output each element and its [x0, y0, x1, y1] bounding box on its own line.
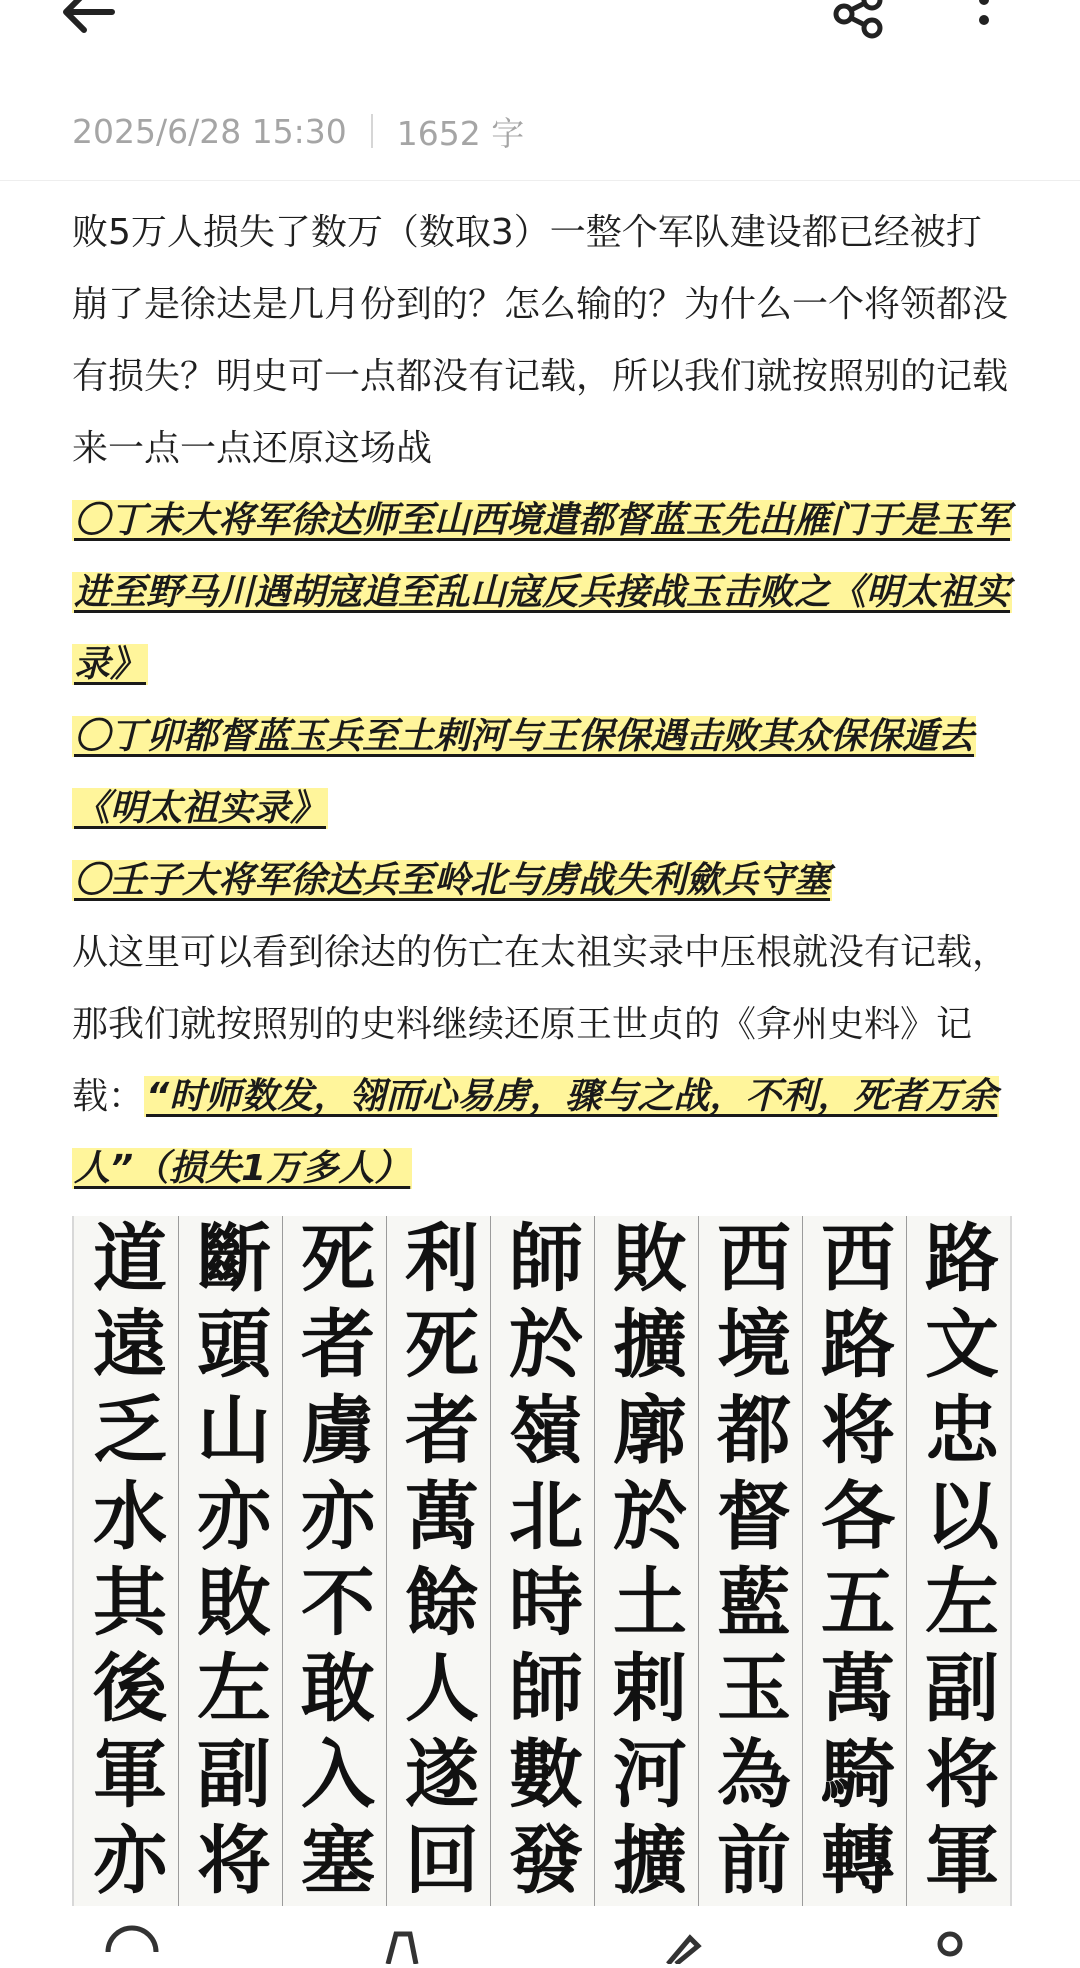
scan-character: 者: [405, 1388, 479, 1474]
scan-column: [390, 1216, 494, 1906]
comment-icon: [100, 1912, 164, 1964]
like-button[interactable]: [370, 1912, 434, 1964]
scan-character: 都: [717, 1388, 791, 1474]
scan-character: 亦: [197, 1474, 271, 1560]
scan-character: 軍: [925, 1818, 999, 1904]
scan-character: 其: [93, 1560, 167, 1646]
scan-character: 督: [717, 1474, 791, 1560]
scan-character: 玉: [717, 1646, 791, 1732]
column-rule: [906, 1216, 907, 1906]
word-count: 1652 字: [396, 113, 525, 153]
quote-line-1: [72, 485, 1012, 701]
scan-character: 境: [717, 1302, 791, 1388]
scan-character: 萬: [821, 1646, 895, 1732]
share-button[interactable]: [826, 0, 890, 46]
scan-character: 左: [197, 1646, 271, 1732]
comment-button[interactable]: [100, 1912, 164, 1964]
scan-character: 不: [301, 1560, 375, 1646]
scan-character: 回: [405, 1818, 479, 1904]
scan-character: 副: [197, 1732, 271, 1818]
scan-character: 亦: [93, 1818, 167, 1904]
highlighted-quote: 〇丁卯都督蓝玉兵至土剌河与王保保遇击败其众保保遁去《明太祖实录》: [74, 716, 975, 829]
scan-character: 副: [925, 1646, 999, 1732]
scan-character: 死: [301, 1216, 375, 1302]
scan-character: 路: [821, 1302, 895, 1388]
scan-character: 水: [93, 1474, 167, 1560]
like-icon: [370, 1912, 434, 1964]
scan-character: 将: [197, 1818, 271, 1904]
column-rule: [282, 1216, 283, 1906]
scan-character: 發: [509, 1818, 583, 1904]
scan-character: 将: [925, 1732, 999, 1818]
share-icon: [826, 0, 890, 46]
scan-character: 於: [509, 1302, 583, 1388]
scan-character: 土: [613, 1560, 687, 1646]
scan-character: 數: [509, 1732, 583, 1818]
scan-character: 人: [405, 1646, 479, 1732]
scan-column: [910, 1216, 1012, 1906]
scan-character: 藍: [717, 1560, 791, 1646]
column-rule: [698, 1216, 699, 1906]
meta-separator: [371, 114, 373, 148]
scan-character: 河: [613, 1732, 687, 1818]
scan-character: 各: [821, 1474, 895, 1560]
scan-character: 者: [301, 1302, 375, 1388]
scan-character: 塞: [301, 1818, 375, 1904]
header-divider: [0, 180, 1080, 181]
scan-character: 路: [925, 1216, 999, 1302]
scan-character: 遂: [405, 1732, 479, 1818]
scan-character: 道: [93, 1216, 167, 1302]
top-bar: [0, 0, 1080, 60]
scan-column: [702, 1216, 806, 1906]
scan-character: 前: [717, 1818, 791, 1904]
profile-button[interactable]: [920, 1912, 984, 1964]
scan-character: 萬: [405, 1474, 479, 1560]
scan-character: 後: [93, 1646, 167, 1732]
column-rule: [594, 1216, 595, 1906]
more-vertical-icon: [960, 0, 1008, 46]
scan-character: 西: [821, 1216, 895, 1302]
scan-column: [806, 1216, 910, 1906]
scan-character: 文: [925, 1302, 999, 1388]
scan-character: 遠: [93, 1302, 167, 1388]
scan-column: [494, 1216, 598, 1906]
scan-character: 北: [509, 1474, 583, 1560]
scan-character: 轉: [821, 1818, 895, 1904]
scan-column: [78, 1216, 182, 1906]
column-rule: [178, 1216, 179, 1906]
article-meta: [72, 106, 524, 156]
quote-line-3: [72, 845, 1012, 917]
back-arrow-icon: [58, 0, 138, 38]
highlighted-quote: “时师数发，翎而心易虏，骤与之战，不利，死者万余人”（损失1万多人）: [74, 1076, 998, 1189]
scan-character: 為: [717, 1732, 791, 1818]
article-paragraph-2: [72, 917, 1012, 1205]
scan-character: 於: [613, 1474, 687, 1560]
paragraph-text: 从这里可以看到徐达的伤亡在太祖实录中压根就没有记载，那我们就按照别的史料继续还原王世贞的《弇州史料》记载：: [72, 932, 1009, 1117]
person-icon: [920, 1912, 984, 1964]
scan-character: 廓: [613, 1388, 687, 1474]
edit-button[interactable]: [650, 1912, 714, 1964]
scan-character: 騎: [821, 1732, 895, 1818]
scan-character: 擴: [613, 1302, 687, 1388]
highlighted-quote: 〇丁未大将军徐达师至山西境遣都督蓝玉先出雁门于是玉军进至野马川遇胡寇追至乱山寇反兵接战玉击败之《明太祖实录》: [74, 500, 1011, 685]
column-rule: [802, 1216, 803, 1906]
scan-character: 剌: [613, 1646, 687, 1732]
scanned-text-image[interactable]: [72, 1216, 1012, 1906]
scan-character: 以: [925, 1474, 999, 1560]
scan-character: 敗: [197, 1560, 271, 1646]
scan-character: 利: [405, 1216, 479, 1302]
scan-column: [598, 1216, 702, 1906]
publish-datetime: 2025/6/28 15:30: [72, 111, 347, 151]
more-button[interactable]: [960, 0, 1008, 46]
scan-character: 西: [717, 1216, 791, 1302]
scan-character: 亦: [301, 1474, 375, 1560]
scan-character: 擴: [613, 1818, 687, 1904]
scan-character: 入: [301, 1732, 375, 1818]
column-rule: [490, 1216, 491, 1906]
scan-character: 死: [405, 1302, 479, 1388]
scan-column: [182, 1216, 286, 1906]
scan-character: 時: [509, 1560, 583, 1646]
article-body: [72, 197, 1012, 1205]
highlighted-quote: 〇壬子大将军徐达兵至岭北与虏战失利歛兵守塞: [74, 860, 831, 901]
scan-character: 師: [509, 1216, 583, 1302]
paragraph-text: 败5万人损失了数万（数取3）一整个军队建设都已经被打崩了是徐达是几月份到的？怎么输的？为什么一个将领都没有损失？明史可一点都没有记载，所以我们就按照别的记载来一点一点还原这场战: [72, 212, 1009, 469]
article-paragraph-1: [72, 197, 1012, 485]
scan-character: 嶺: [509, 1388, 583, 1474]
scan-character: 五: [821, 1560, 895, 1646]
scan-character: 乏: [93, 1388, 167, 1474]
scan-character: 敢: [301, 1646, 375, 1732]
scan-column: [286, 1216, 390, 1906]
back-button[interactable]: [58, 0, 138, 38]
scan-character: 左: [925, 1560, 999, 1646]
scan-character: 虜: [301, 1388, 375, 1474]
scan-character: 頭: [197, 1302, 271, 1388]
scan-character: 将: [821, 1388, 895, 1474]
quote-line-2: [72, 701, 1012, 845]
scan-character: 敗: [613, 1216, 687, 1302]
scan-character: 山: [197, 1388, 271, 1474]
edit-icon: [650, 1912, 714, 1964]
scan-character: 餘: [405, 1560, 479, 1646]
scan-character: 師: [509, 1646, 583, 1732]
scan-character: 軍: [93, 1732, 167, 1818]
scan-character: 忠: [925, 1388, 999, 1474]
bottom-toolbar: [0, 1906, 1080, 1964]
scan-character: 斷: [197, 1216, 271, 1302]
column-rule: [386, 1216, 387, 1906]
